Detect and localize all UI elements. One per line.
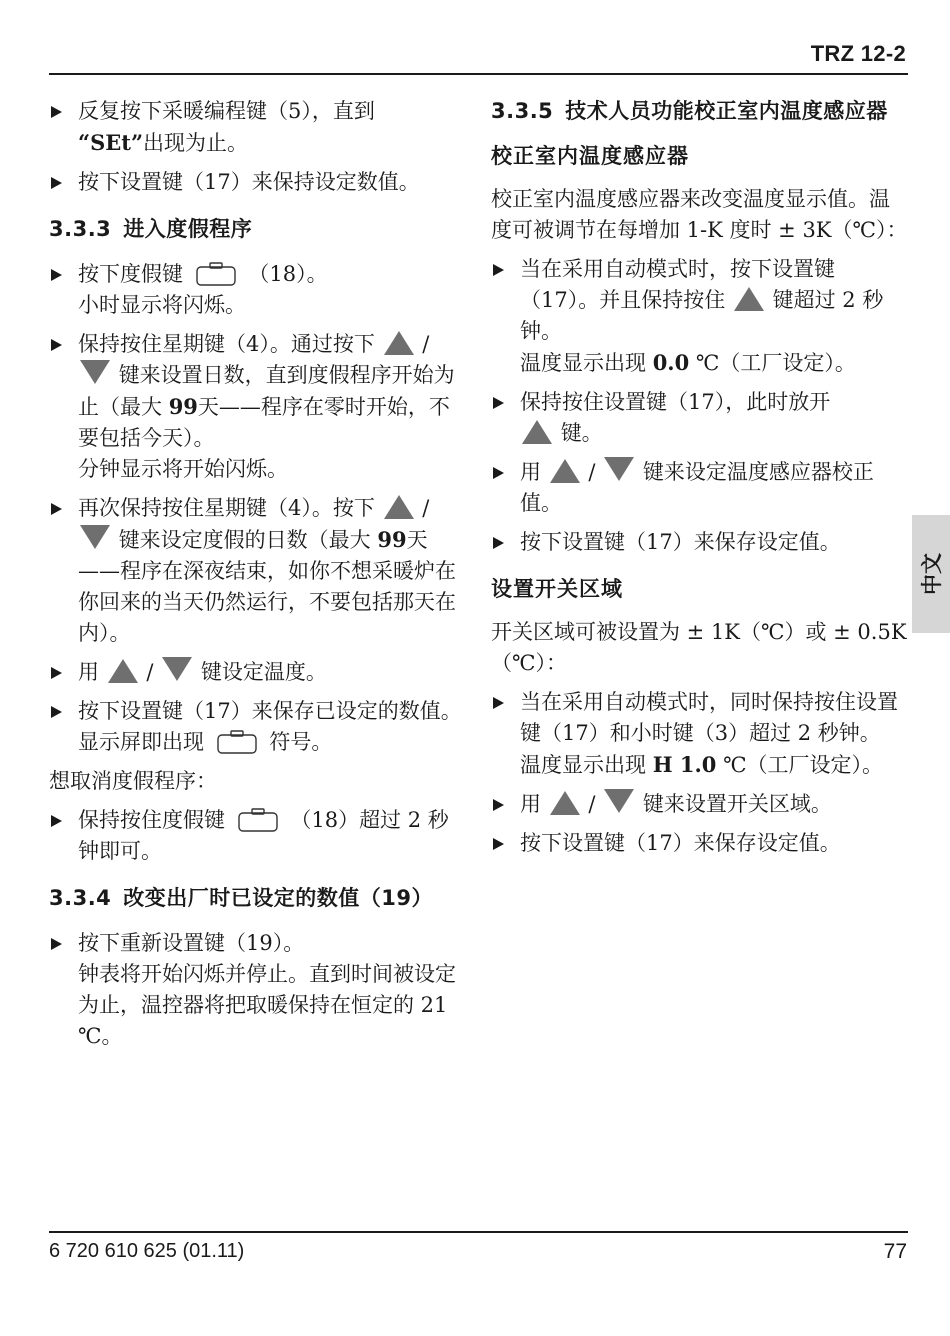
up-arrow-key-icon (522, 420, 552, 444)
subheading-calibrate-sensor: 校正室内温度感应器 (491, 144, 689, 168)
list-item: 用 / 键来设定温度感应器校正值。 (491, 457, 909, 519)
document-title: TRZ 12-2 (810, 41, 906, 66)
list-item: 按下设置键（17）来保持设定数值。 (49, 167, 467, 198)
paragraph: 校正室内温度感应器来改变温度显示值。温度可被调节在每增加 1-K 度时 ± 3K（℃）： (491, 187, 908, 242)
down-arrow-key-icon (604, 789, 634, 813)
up-arrow-key-icon (734, 287, 764, 311)
holiday-suitcase-icon (196, 262, 236, 286)
holiday-suitcase-icon (217, 730, 257, 754)
language-tab-label: 中文 (920, 553, 944, 595)
down-arrow-key-icon (80, 525, 110, 549)
list-item: 再次保持按住星期键（4）。按下 / 键来设定度假的日数（最大 99天——程序在深夜结束，如你不想采暖炉在你回来的当天仍然运行，不要包括那天在内）。 (49, 493, 467, 649)
language-tab (912, 515, 950, 633)
document-number: 6 720 610 625 (01.11) (49, 1240, 245, 1262)
up-arrow-key-icon (550, 791, 580, 815)
holiday-suitcase-icon (238, 808, 278, 832)
up-arrow-key-icon (384, 495, 414, 519)
section-heading-3-3-4: 3.3.4 改变出厂时已设定的数值（19） (49, 886, 434, 910)
down-arrow-key-icon (162, 657, 192, 681)
cancel-holiday-intro: 想取消度假程序： (49, 769, 217, 793)
list-item: 按下重新设置键（19）。 钟表将开始闪烁并停止。直到时间被设定为止，温控器将把取暖保持在恒定的 21 ℃。 (49, 928, 467, 1052)
list-item: 按下设置键（17）来保存设定值。 (491, 828, 909, 859)
list-item: 按下设置键（17）来保存设定值。 (491, 527, 909, 558)
list-item: 用 / 键来设置开关区域。 (491, 789, 909, 820)
list-item: 保持按住星期键（4）。通过按下 / 键来设置日数，直到度假程序开始为止（最大 99天——程序在零时开始，不要包括今天）。 分钟显示将开始闪烁。 (49, 329, 467, 485)
up-arrow-key-icon (550, 459, 580, 483)
list-item: 按下设置键（17）来保存已设定的数值。 显示屏即出现 符号。 (49, 696, 467, 758)
list-item: 按下度假键 （18）。 小时显示将闪烁。 (49, 259, 467, 321)
list-item: 用 / 键设定温度。 (49, 657, 467, 688)
list-item: 当在采用自动模式时，同时保持按住设置键（17）和小时键（3）超过 2 秒钟。 温度显示出现 H 1.0 ℃（工厂设定）。 (491, 687, 909, 781)
list-item: 反复按下采暖编程键（5），直到 “SEt”出现为止。 (49, 96, 467, 159)
footer-rule (49, 1231, 908, 1233)
left-column (49, 96, 467, 1060)
up-arrow-key-icon (384, 331, 414, 355)
subheading-switching-range: 设置开关区域 (491, 577, 623, 601)
page-number: 77 (883, 1240, 907, 1263)
header-rule (49, 73, 908, 75)
list-item: 保持按住度假键 （18）超过 2 秒钟即可。 (49, 805, 467, 867)
up-arrow-key-icon (108, 659, 138, 683)
down-arrow-key-icon (80, 360, 110, 384)
paragraph: 开关区域可被设置为 ± 1K（℃）或 ± 0.5K（℃）： (491, 620, 907, 675)
section-heading-3-3-3: 3.3.3 进入度假程序 (49, 217, 253, 241)
list-item: 保持按住设置键（17），此时放开 键。 (491, 387, 909, 449)
list-item: 当在采用自动模式时，按下设置键（17）。并且保持按住 键超过 2 秒 钟。 温度显示出现 0.0 ℃（工厂设定）。 (491, 254, 909, 379)
down-arrow-key-icon (604, 457, 634, 481)
section-heading-3-3-5: 3.3.5 技术人员功能校正室内温度感应器 (491, 99, 888, 123)
right-column (491, 96, 909, 867)
